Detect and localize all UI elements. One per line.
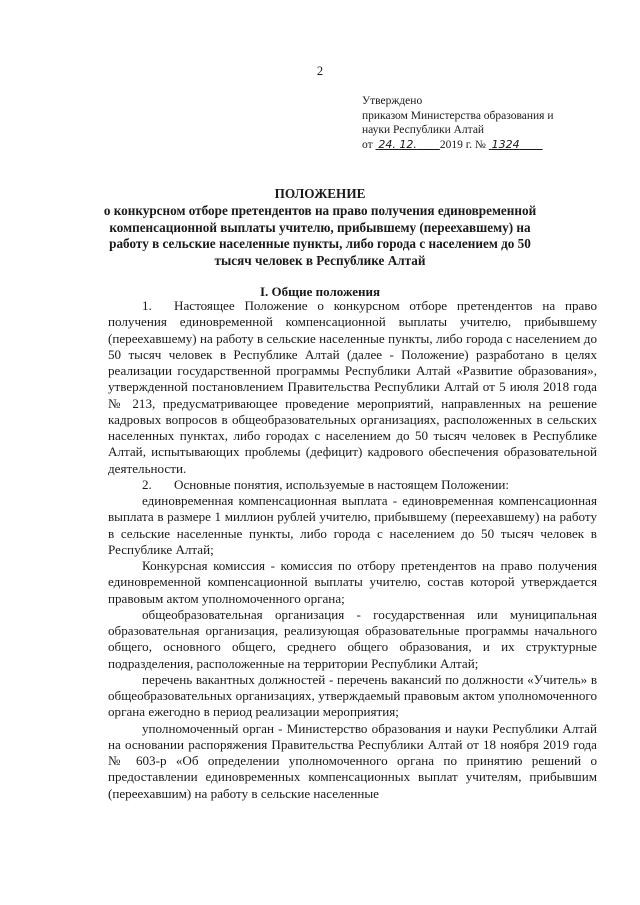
handwritten-date: 24. 12.: [378, 137, 417, 151]
document-body: [108, 298, 597, 802]
definition-4: перечень вакантных должностей - перечень вакансий по должности «Учитель» в общеобразовательных организациях, утверждаемый правовым актом уполномоченного органа ежегодно в период реализации мероприятия;: [108, 671, 597, 720]
paragraph-2: [108, 477, 597, 493]
paragraph-2-number: 2.: [142, 476, 152, 492]
date-prefix: от: [362, 138, 373, 151]
number-field: [489, 139, 543, 151]
paragraph-1: [108, 298, 597, 477]
paragraph-2-text: Основные понятия, используемые в настоящем Положении:: [174, 476, 510, 492]
approval-line-3: науки Республики Алтай: [362, 124, 485, 136]
document-subtitle: о конкурсном отборе претендентов на право получения единовременной компенсационной выплаты учителю, прибывшему (переехавшему) на работу в сельские населенные пункты, либо города с населением до 50 тысяч человек в Республике Алтай: [103, 202, 537, 269]
approval-block: [362, 94, 602, 152]
definition-3: общеобразовательная организация - государственная или муниципальная образовательная организация, реализующая образовательные программы начального общего, основного общего, среднего общего образования, и их структурные подразделения, расположенные на территории Республики Алтай;: [108, 606, 597, 671]
date-field: [376, 139, 440, 151]
approval-date-line: [362, 138, 602, 153]
definition-1: единовременная компенсационная выплата - единовременная компенсационная выплата в размере 1 миллион рублей учителю, прибывшему (переехавшему) на работу в сельские населенные пункты, либо города с населением до 50 тысяч человек в Республике Алтай;: [108, 493, 597, 557]
definition-2: Конкурсная комиссия - комиссия по отбору претендентов на право получения единовременной компенсационной выплаты учителю, состав которой утверждается правовым актом уполномоченного органа;: [108, 558, 597, 606]
paragraph-1-text: Настоящее Положение о конкурсном отборе претендентов на право получения единовременной компенсационной выплаты учителю, прибывшему (переехавшему) на работу в сельские населенные пункты, либо города с населением до 50 тысяч человек в Республике Алтай (далее - Положение) разработано в целях реализации государственной программы Республики Алтай «Развитие образования», утвержденной постановлением Правительства Республики Алтай от 5 июля 2018 года № 213, предусматривающее проведение мероприятий, направленных на решение кадровых вопросов в общеобразовательных организациях, расположенных в сельских населенных пунктах, либо городах с населением до 50 тысяч человек в Республике Алтай, испытывающих проблемы (дефицит) кадрового обеспечения образовательной деятельности.: [108, 298, 597, 476]
handwritten-number: 1324: [491, 137, 520, 151]
definition-5: уполномоченный орган - Министерство образования и науки Республики Алтай на основании распоряжения Правительства Республики Алтай от 18 ноября 2019 года № 603-р «Об определении уполномоченного органа по принятию решений о предоставлении единовременных компенсационных выплат учителям, прибывшим (переехавшим) на работу в сельские населенные: [108, 720, 597, 801]
paragraph-1-number: 1.: [142, 298, 152, 313]
approval-line-1: Утверждено: [362, 95, 423, 107]
year-text: 2019 г. №: [439, 138, 486, 151]
document-title-block: [98, 186, 542, 270]
page-number: 2: [316, 64, 324, 78]
section-heading: I. Общие положения: [260, 284, 380, 299]
document-title: ПОЛОЖЕНИЕ: [274, 186, 366, 201]
approval-line-2: приказом Министерства образования и: [362, 109, 554, 122]
